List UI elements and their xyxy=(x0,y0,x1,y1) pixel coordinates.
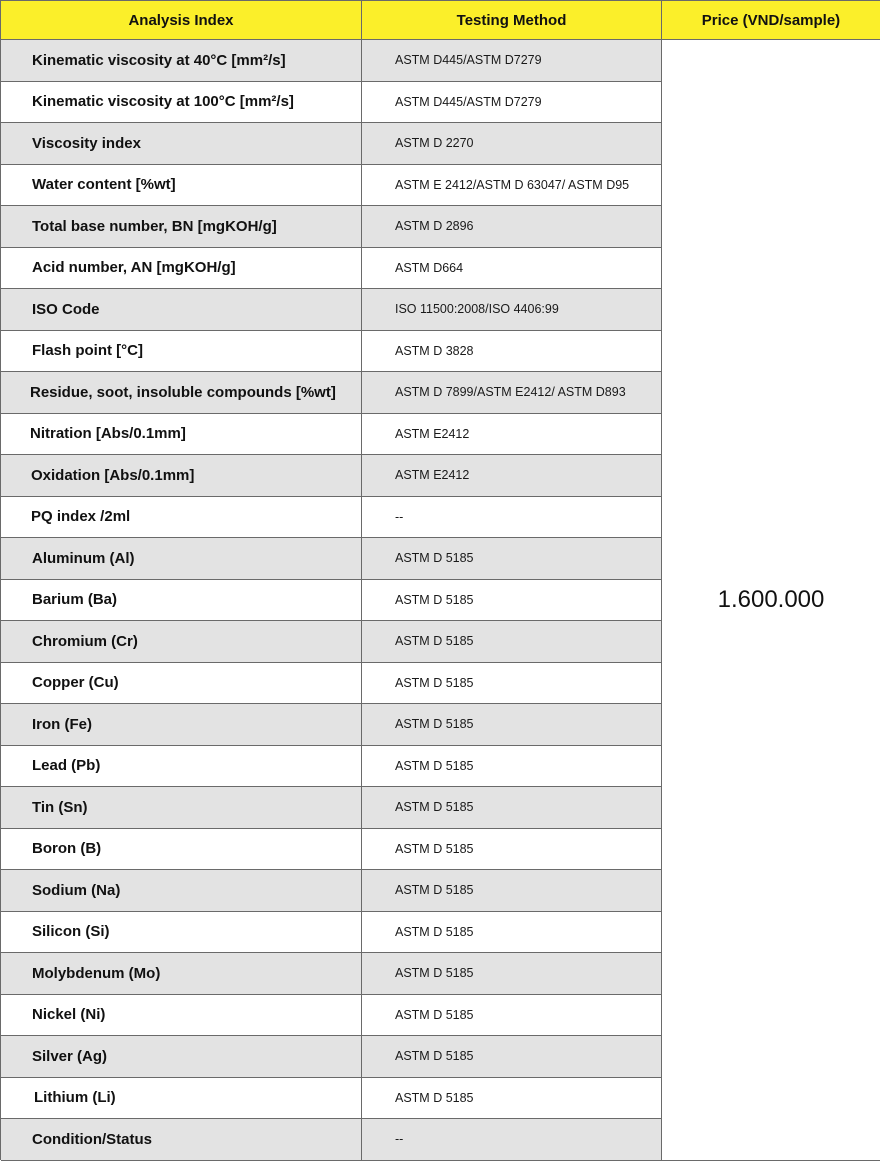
index-cell: Sodium (Na) xyxy=(1,870,362,912)
method-cell: ASTM E2412 xyxy=(362,414,662,456)
method-cell: ASTM D 5185 xyxy=(362,580,662,622)
index-cell: Boron (B) xyxy=(1,829,362,871)
method-cell: ASTM D 5185 xyxy=(362,538,662,580)
method-cell: ASTM D 5185 xyxy=(362,995,662,1037)
method-cell: ASTM D 2270 xyxy=(362,123,662,165)
method-cell: ASTM D 2896 xyxy=(362,206,662,248)
method-cell: ASTM D664 xyxy=(362,248,662,290)
index-cell: PQ index /2ml xyxy=(1,497,362,539)
index-cell: Kinematic viscosity at 100°C [mm²/s] xyxy=(1,82,362,124)
index-cell: Condition/Status xyxy=(1,1119,362,1161)
index-cell: Chromium (Cr) xyxy=(1,621,362,663)
method-cell: ASTM D 3828 xyxy=(362,331,662,373)
method-cell: ASTM D 5185 xyxy=(362,746,662,788)
method-cell: ASTM D 5185 xyxy=(362,912,662,954)
method-cell: -- xyxy=(362,497,662,539)
index-cell: Flash point [°C] xyxy=(1,331,362,373)
index-cell: Nickel (Ni) xyxy=(1,995,362,1037)
method-cell: ISO 11500:2008/ISO 4406:99 xyxy=(362,289,662,331)
index-cell: Aluminum (Al) xyxy=(1,538,362,580)
method-cell: -- xyxy=(362,1119,662,1161)
method-cell: ASTM D 5185 xyxy=(362,870,662,912)
index-cell: ISO Code xyxy=(1,289,362,331)
header-price: Price (VND/sample) xyxy=(662,0,880,40)
method-cell: ASTM D 7899/ASTM E2412/ ASTM D893 xyxy=(362,372,662,414)
method-cell: ASTM D 5185 xyxy=(362,621,662,663)
header-testing-method: Testing Method xyxy=(362,0,662,40)
index-cell: Residue, soot, insoluble compounds [%wt] xyxy=(1,372,362,414)
method-cell: ASTM D 5185 xyxy=(362,704,662,746)
index-cell: Tin (Sn) xyxy=(1,787,362,829)
index-cell: Viscosity index xyxy=(1,123,362,165)
method-cell: ASTM E2412 xyxy=(362,455,662,497)
method-cell: ASTM D 5185 xyxy=(362,787,662,829)
method-cell: ASTM D 5185 xyxy=(362,663,662,705)
index-cell: Total base number, BN [mgKOH/g] xyxy=(1,206,362,248)
method-cell: ASTM D 5185 xyxy=(362,1036,662,1078)
index-cell: Molybdenum (Mo) xyxy=(1,953,362,995)
method-cell: ASTM D 5185 xyxy=(362,829,662,871)
index-cell: Iron (Fe) xyxy=(1,704,362,746)
price-value: 1.600.000 xyxy=(662,40,880,1161)
index-cell: Copper (Cu) xyxy=(1,663,362,705)
method-cell: ASTM D445/ASTM D7279 xyxy=(362,82,662,124)
index-cell: Water content [%wt] xyxy=(1,165,362,207)
method-cell: ASTM E 2412/ASTM D 63047/ ASTM D95 xyxy=(362,165,662,207)
index-cell: Oxidation [Abs/0.1mm] xyxy=(1,455,362,497)
index-cell: Silicon (Si) xyxy=(1,912,362,954)
index-cell: Kinematic viscosity at 40°C [mm²/s] xyxy=(1,40,362,82)
index-cell: Silver (Ag) xyxy=(1,1036,362,1078)
index-cell: Lead (Pb) xyxy=(1,746,362,788)
method-cell: ASTM D 5185 xyxy=(362,1078,662,1120)
index-cell: Lithium (Li) xyxy=(1,1078,362,1120)
index-cell: Nitration [Abs/0.1mm] xyxy=(1,414,362,456)
index-cell: Acid number, AN [mgKOH/g] xyxy=(1,248,362,290)
header-analysis-index: Analysis Index xyxy=(1,0,362,40)
method-cell: ASTM D445/ASTM D7279 xyxy=(362,40,662,82)
method-cell: ASTM D 5185 xyxy=(362,953,662,995)
index-cell: Barium (Ba) xyxy=(1,580,362,622)
